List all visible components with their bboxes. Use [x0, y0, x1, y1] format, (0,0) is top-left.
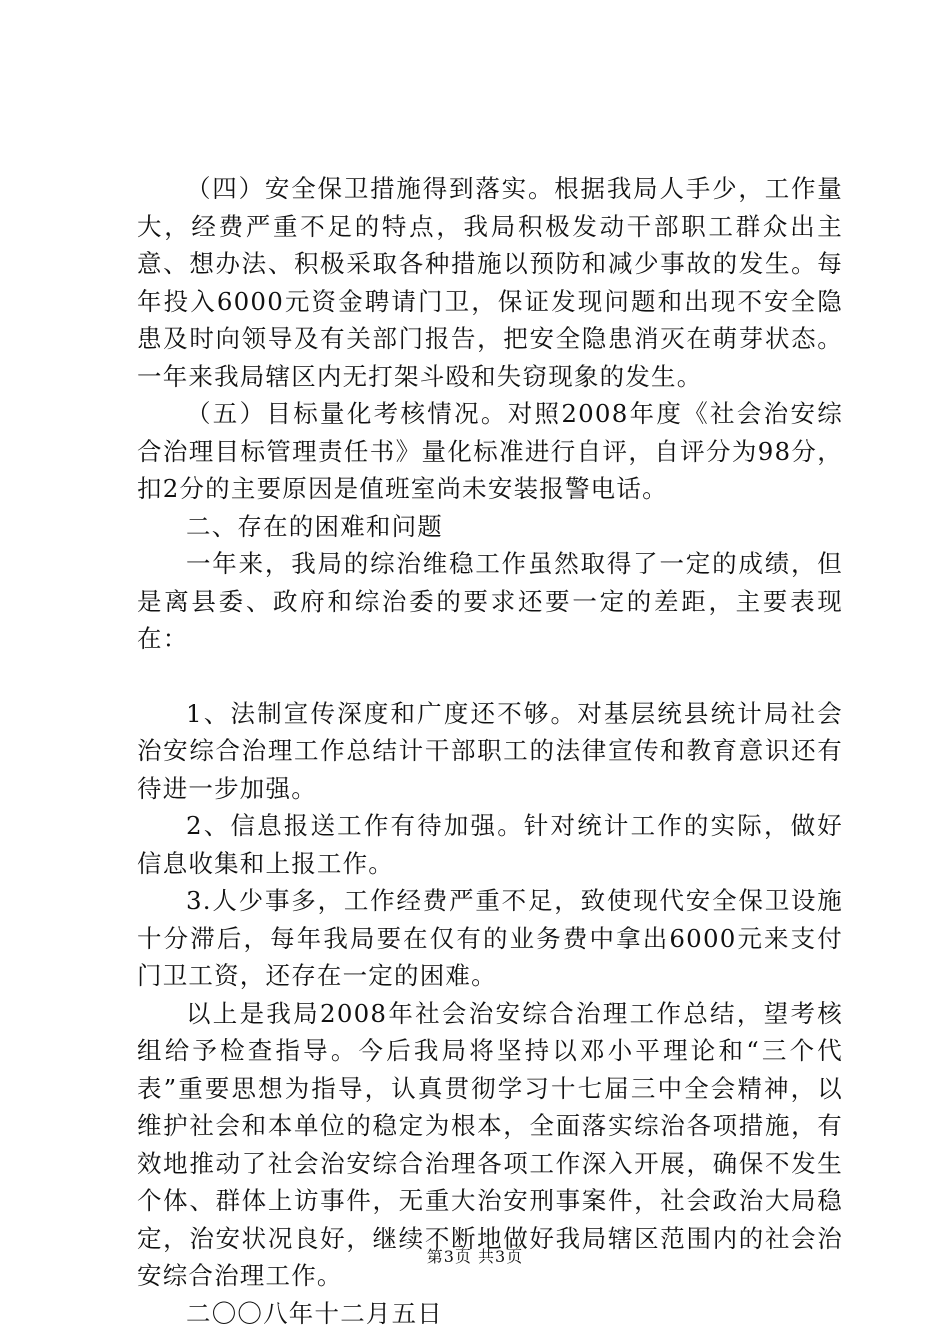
document-body [137, 170, 843, 1332]
page-number-footer: 第3页 共3页 [426, 1247, 524, 1266]
paragraph-target-assessment: （五）目标量化考核情况。对照2008年度《社会治安综合治理目标管理责任书》量化标准进行自评，自评分为98分，扣2分的主要原因是值班室尚未安装报警电话。 [137, 399, 843, 503]
blank-line [137, 658, 843, 695]
list-item-info-reporting: 2、信息报送工作有待加强。针对统计工作的实际，做好信息收集和上报工作。 [137, 811, 843, 878]
paragraph-conclusion: 以上是我局2008年社会治安综合治理工作总结，望考核组给予检查指导。今后我局将坚持以邓小平理论和“三个代表”重要思想为指导，认真贯彻学习十七届三中全会精神，以维护社会和本单位的稳定为根本，全面落实综治各项措施，有效地推动了社会治安综合治理各项工作深入开展，确保不发生个体、群体上访事件，无重大治安刑事案件，社会政治大局稳定，治安状况良好，继续不断地做好我局辖区范围内的社会治安综合治理工作。 [137, 998, 843, 1290]
paragraph-difficulties-intro: 一年来，我局的综治维稳工作虽然取得了一定的成绩，但是离县委、政府和综治委的要求还要一定的差距，主要表现在： [137, 549, 843, 653]
document-date: 二〇〇八年十二月五日 [186, 1298, 443, 1328]
list-item-legal-publicity: 1、法制宣传深度和广度还不够。对基层统县统计局社会治安综合治理工作总结计干部职工的法律宣传和教育意识还有待进一步加强。 [137, 698, 843, 803]
section-heading-difficulties: 二、存在的困难和问题 [186, 511, 443, 541]
list-item-funding-shortage: 3.人少事多，工作经费严重不足，致使现代安全保卫设施十分滞后，每年我局要在仅有的业务费中拿出6000元来支付门卫工资，还存在一定的困难。 [137, 886, 843, 990]
paragraph-security-measures: （四）安全保卫措施得到落实。根据我局人手少，工作量大，经费严重不足的特点，我局积极发动干部职工群众出主意、想办法、积极采取各种措施以预防和减少事故的发生。每年投入6000元资金聘请门卫，保证发现问题和出现不安全隐患及时向领导及有关部门报告，把安全隐患消灭在萌芽状态。一年来我局辖区内无打架斗殴和失窃现象的发生。 [137, 174, 843, 391]
